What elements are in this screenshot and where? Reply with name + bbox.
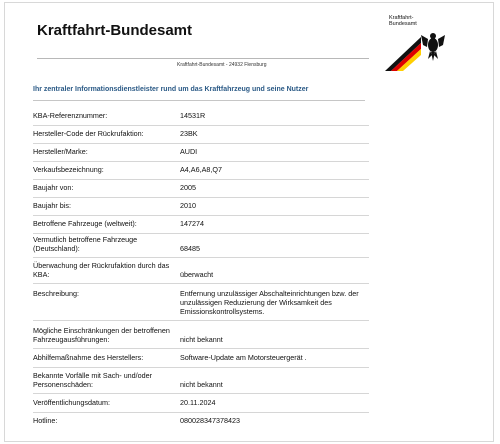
header-divider bbox=[37, 58, 369, 59]
letterhead bbox=[5, 3, 493, 69]
row-label: Verkaufsbezeichnung: bbox=[33, 165, 104, 174]
row-label: Betroffene Fahrzeuge (weltweit): bbox=[33, 219, 137, 228]
row-divider bbox=[33, 125, 369, 126]
row-label: Beschreibung: bbox=[33, 289, 79, 298]
row-divider bbox=[33, 320, 369, 321]
row-label: Baujahr von: bbox=[33, 183, 74, 192]
row-value: 2010 bbox=[180, 201, 196, 210]
page-title: Kraftfahrt-Bundesamt bbox=[37, 22, 193, 39]
kba-logo bbox=[381, 15, 451, 73]
row-divider bbox=[33, 257, 369, 258]
row-value: nicht bekannt bbox=[180, 335, 223, 344]
row-divider bbox=[33, 197, 369, 198]
row-label: Veröffentlichungsdatum: bbox=[33, 398, 110, 407]
row-value: AUDI bbox=[180, 147, 198, 156]
row-label: Vermutlich betroffene Fahrzeuge (Deutschland): bbox=[33, 235, 138, 253]
row-value: 68485 bbox=[180, 244, 200, 253]
row-value: nicht bekannt bbox=[180, 380, 223, 389]
logo-line-2: Bundesamt bbox=[389, 21, 417, 27]
row-value: 2005 bbox=[180, 183, 196, 192]
row-divider bbox=[33, 367, 369, 368]
row-label: KBA-Referenznummer: bbox=[33, 111, 108, 120]
row-label: Mögliche Einschränkungen der betroffenen Fahrzeugausführungen: bbox=[33, 326, 170, 344]
tagline-divider bbox=[33, 100, 365, 101]
row-label: Überwachung der Rückrufaktion durch das KBA: bbox=[33, 261, 170, 279]
row-value: A4,A6,A8,Q7 bbox=[180, 165, 222, 174]
logo-line-1: Kraftfahrt- bbox=[389, 15, 414, 21]
row-value: überwacht bbox=[180, 270, 214, 279]
sender-address: Kraftfahrt-Bundesamt - 24932 Flensburg bbox=[177, 62, 267, 68]
row-divider bbox=[33, 161, 369, 162]
row-divider bbox=[33, 393, 369, 394]
tagline: Ihr zentraler Informationsdienstleister rund um das Kraftfahrzeug und seine Nutzer bbox=[33, 86, 309, 93]
row-label: Hersteller-Code der Rückrufaktion: bbox=[33, 129, 144, 138]
row-value: 23BK bbox=[180, 129, 198, 138]
row-label: Hersteller/Marke: bbox=[33, 147, 88, 156]
row-divider bbox=[33, 233, 369, 234]
document-page bbox=[4, 2, 494, 442]
row-divider bbox=[33, 348, 369, 349]
row-label: Bekannte Vorfälle mit Sach- und/oder Personenschäden: bbox=[33, 371, 153, 389]
row-divider bbox=[33, 412, 369, 413]
row-value: 14531R bbox=[180, 111, 206, 120]
row-divider bbox=[33, 179, 369, 180]
row-value: 20.11.2024 bbox=[180, 398, 216, 407]
row-label: Abhilfemaßnahme des Herstellers: bbox=[33, 353, 144, 362]
row-value: Entfernung unzulässiger Abschalteinrichtungen bzw. der unzulässigen Reduzierung der Wirksamkeit des Emissionskontrollsystems. bbox=[180, 289, 359, 316]
row-divider bbox=[33, 283, 369, 284]
row-divider bbox=[33, 143, 369, 144]
row-divider bbox=[33, 215, 369, 216]
row-value: Software-Update am Motorsteuergerät . bbox=[180, 353, 307, 362]
row-value: 147274 bbox=[180, 219, 204, 228]
row-label: Baujahr bis: bbox=[33, 201, 71, 210]
row-label: Hotline: bbox=[33, 416, 58, 425]
row-value: 080028347378423 bbox=[180, 416, 240, 425]
